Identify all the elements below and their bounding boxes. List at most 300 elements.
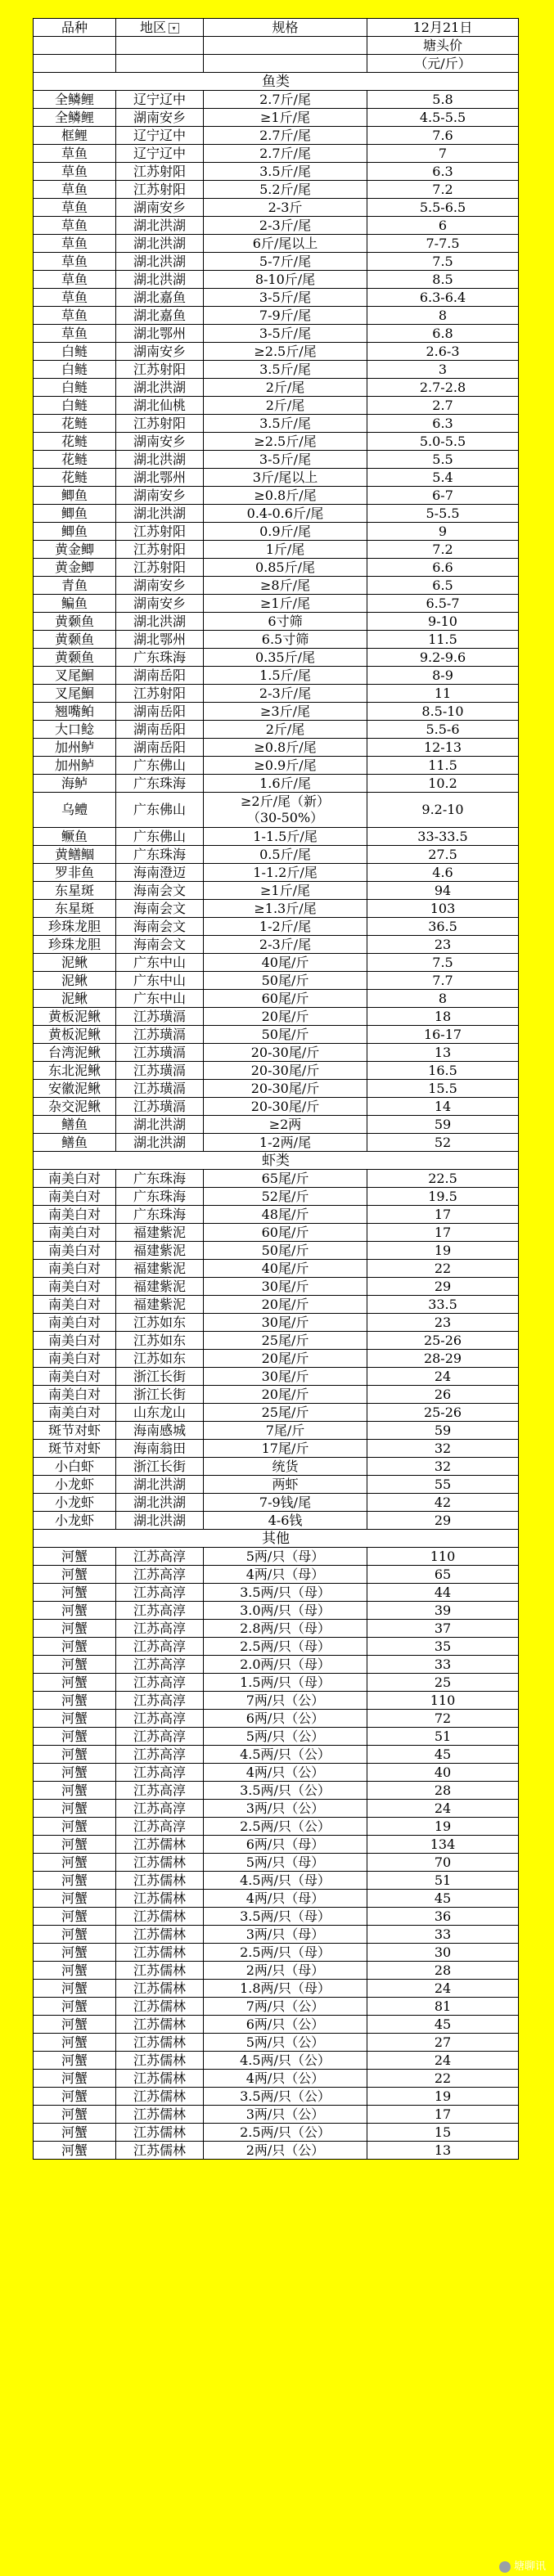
cell-region: 江苏高淳 [116, 1620, 204, 1638]
cell-spec: 2.7斤/尾 [204, 145, 367, 163]
cell-spec: 3.0两/只（母） [204, 1602, 367, 1620]
table-row [34, 217, 519, 235]
table-row [34, 1350, 519, 1368]
cell-region: 湖北鄂州 [116, 469, 204, 487]
cell-price: 26 [367, 1386, 519, 1404]
cell-variety: 黄颡鱼 [34, 649, 116, 667]
table-row [34, 289, 519, 307]
table-row [34, 1944, 519, 1962]
cell-spec: 2.0两/只（母） [204, 1656, 367, 1674]
cell-region: 广东中山 [116, 990, 204, 1008]
cell-price: 5.0-5.5 [367, 433, 519, 451]
cell-region: 湖北洪湖 [116, 253, 204, 271]
cell-region: 江苏儒林 [116, 2124, 204, 2142]
cell-price: 6.5-7 [367, 595, 519, 613]
cell-region: 湖北洪湖 [116, 1116, 204, 1134]
cell-spec: ≥1斤/尾 [204, 109, 367, 127]
cell-price: 8 [367, 990, 519, 1008]
cell-region: 浙江长街 [116, 1458, 204, 1476]
cell-variety: 草鱼 [34, 271, 116, 289]
cell-region: 海南会文 [116, 882, 204, 900]
cell-region: 江苏儒林 [116, 2142, 204, 2160]
cell-price: 28-29 [367, 1350, 519, 1368]
cell-region: 江苏璜滆 [116, 1098, 204, 1116]
cell-variety: 河蟹 [34, 1890, 116, 1908]
header-row [34, 19, 519, 37]
cell-price: 51 [367, 1872, 519, 1890]
cell-price: 18 [367, 1008, 519, 1026]
cell-spec: 2.5两/只（母） [204, 1638, 367, 1656]
cell-spec: 1.8两/只（母） [204, 1980, 367, 1998]
cell-region: 湖南安乡 [116, 109, 204, 127]
cell-spec: 5两/只（母） [204, 1548, 367, 1566]
cell-spec: 50尾/斤 [204, 1242, 367, 1260]
table-row [34, 91, 519, 109]
cell-region: 江苏儒林 [116, 1890, 204, 1908]
table-row [34, 1782, 519, 1800]
cell-price: 59 [367, 1422, 519, 1440]
cell-price: 11.5 [367, 757, 519, 775]
cell-price: 11 [367, 685, 519, 703]
cell-price: 12-13 [367, 739, 519, 757]
cell-region: 湖南岳阳 [116, 703, 204, 721]
cell-region: 江苏高淳 [116, 1656, 204, 1674]
cell-price: 40 [367, 1764, 519, 1782]
cell-variety: 草鱼 [34, 145, 116, 163]
cell-spec: 48尾/斤 [204, 1206, 367, 1224]
table-row [34, 1008, 519, 1026]
table-row [34, 1602, 519, 1620]
cell-variety: 鳝鱼 [34, 1134, 116, 1152]
cell-variety: 花鲢 [34, 433, 116, 451]
table-row [34, 1170, 519, 1188]
cell-region: 广东佛山 [116, 828, 204, 846]
cell-region: 湖南安乡 [116, 199, 204, 217]
cell-price: 28 [367, 1962, 519, 1980]
cell-price: 44 [367, 1584, 519, 1602]
cell-region: 江苏如东 [116, 1332, 204, 1350]
table-row [34, 2142, 519, 2160]
cell-price: 9.2-10 [367, 793, 519, 828]
cell-price: 24 [367, 2052, 519, 2070]
cell-price: 13 [367, 1044, 519, 1062]
cell-spec: 1斤/尾 [204, 541, 367, 559]
cell-variety: 东星斑 [34, 882, 116, 900]
cell-variety: 南美白对 [34, 1224, 116, 1242]
cell-region: 福建紫泥 [116, 1296, 204, 1314]
cell-spec: 3.5斤/尾 [204, 163, 367, 181]
cell-region: 江苏高淳 [116, 1800, 204, 1818]
table-row [34, 2070, 519, 2088]
cell-region: 江苏射阳 [116, 559, 204, 577]
cell-spec: 3.5两/只（公） [204, 2088, 367, 2106]
cell-variety: 南美白对 [34, 1260, 116, 1278]
table-row [34, 1188, 519, 1206]
table-row [34, 1584, 519, 1602]
cell-price: 28 [367, 1782, 519, 1800]
cell-variety: 珍珠龙胆 [34, 918, 116, 936]
cell-price: 32 [367, 1458, 519, 1476]
cell-region: 江苏璜滆 [116, 1062, 204, 1080]
cell-spec: 2.5两/只（公） [204, 1818, 367, 1836]
cell-region: 江苏射阳 [116, 163, 204, 181]
cell-price: 2.7 [367, 397, 519, 415]
cell-spec: ≥0.9斤/尾 [204, 757, 367, 775]
cell-variety: 河蟹 [34, 1674, 116, 1692]
cell-variety: 珍珠龙胆 [34, 936, 116, 954]
cell-variety: 河蟹 [34, 1998, 116, 2016]
cell-spec: 2两/只（公） [204, 2142, 367, 2160]
cell-variety: 河蟹 [34, 2088, 116, 2106]
table-row [34, 1746, 519, 1764]
cell-variety: 河蟹 [34, 1746, 116, 1764]
cell-price: 6.6 [367, 559, 519, 577]
cell-variety: 河蟹 [34, 1836, 116, 1854]
section-title: 其他 [34, 1530, 519, 1548]
cell-price: 15 [367, 2124, 519, 2142]
cell-price: 29 [367, 1512, 519, 1530]
cell-region: 湖北鄂州 [116, 325, 204, 343]
table-row [34, 793, 519, 828]
cell-region: 江苏如东 [116, 1350, 204, 1368]
cell-variety: 杂交泥鳅 [34, 1098, 116, 1116]
cell-spec: 2.7斤/尾 [204, 91, 367, 109]
cell-region: 海南会文 [116, 918, 204, 936]
cell-price: 36.5 [367, 918, 519, 936]
cell-region: 江苏儒林 [116, 1962, 204, 1980]
cell-variety: 鳝鱼 [34, 1116, 116, 1134]
cell-spec: 20-30尾/斤 [204, 1080, 367, 1098]
cell-spec: 两虾 [204, 1476, 367, 1494]
cell-region: 江苏儒林 [116, 2070, 204, 2088]
cell-price: 4.5-5.5 [367, 109, 519, 127]
cell-price: 8.5 [367, 271, 519, 289]
cell-variety: 草鱼 [34, 325, 116, 343]
cell-spec: 2-3斤/尾 [204, 936, 367, 954]
table-row [34, 253, 519, 271]
cell-region: 江苏儒林 [116, 1854, 204, 1872]
table-row [34, 1116, 519, 1134]
table-row [34, 882, 519, 900]
cell-variety: 黄金鲫 [34, 541, 116, 559]
cell-variety: 花鲢 [34, 415, 116, 433]
cell-price: 14 [367, 1098, 519, 1116]
cell-price: 94 [367, 882, 519, 900]
cell-spec: 1.5两/只（母） [204, 1674, 367, 1692]
cell-price: 2.6-3 [367, 343, 519, 361]
cell-region: 江苏高淳 [116, 1746, 204, 1764]
cell-spec: 4.5两/只（母） [204, 1872, 367, 1890]
table-row [34, 235, 519, 253]
cell-spec: 40尾/斤 [204, 1260, 367, 1278]
cell-region: 海南澄迈 [116, 864, 204, 882]
cell-variety: 南美白对 [34, 1404, 116, 1422]
cell-variety: 河蟹 [34, 1962, 116, 1980]
cell-region: 浙江长街 [116, 1368, 204, 1386]
cell-price: 19 [367, 1242, 519, 1260]
cell-price: 29 [367, 1278, 519, 1296]
table-row [34, 685, 519, 703]
cell-variety: 河蟹 [34, 1584, 116, 1602]
cell-price: 22.5 [367, 1170, 519, 1188]
cell-spec: 20-30尾/斤 [204, 1062, 367, 1080]
cell-spec: 1-1.2斤/尾 [204, 864, 367, 882]
table-row [34, 469, 519, 487]
cell-price: 25-26 [367, 1404, 519, 1422]
section-header-row [34, 1152, 519, 1170]
cell-variety: 河蟹 [34, 1656, 116, 1674]
table-row [34, 1278, 519, 1296]
header-date: 12月21日 [367, 19, 519, 37]
cell-price: 24 [367, 1800, 519, 1818]
cell-region: 湖北洪湖 [116, 505, 204, 523]
table-row [34, 2106, 519, 2124]
table-row [34, 1998, 519, 2016]
cell-variety: 河蟹 [34, 1728, 116, 1746]
table-row [34, 1620, 519, 1638]
cell-price: 27.5 [367, 846, 519, 864]
cell-variety: 框鲤 [34, 127, 116, 145]
cell-region: 江苏高淳 [116, 1584, 204, 1602]
cell-region: 江苏高淳 [116, 1710, 204, 1728]
cell-region: 湖南安乡 [116, 343, 204, 361]
cell-price: 5.5-6.5 [367, 199, 519, 217]
cell-price: 33 [367, 1656, 519, 1674]
cell-spec: 统货 [204, 1458, 367, 1476]
cell-region: 江苏射阳 [116, 181, 204, 199]
cell-variety: 河蟹 [34, 1980, 116, 1998]
table-row [34, 163, 519, 181]
cell-region: 江苏儒林 [116, 1926, 204, 1944]
cell-variety: 草鱼 [34, 163, 116, 181]
wechat-icon [499, 2561, 511, 2573]
cell-variety: 河蟹 [34, 1818, 116, 1836]
cell-variety: 乌鳢 [34, 793, 116, 828]
cell-price: 6 [367, 217, 519, 235]
cell-spec: 0.4-0.6斤/尾 [204, 505, 367, 523]
cell-price: 37 [367, 1620, 519, 1638]
table-row [34, 1728, 519, 1746]
table-row [34, 1458, 519, 1476]
table-row [34, 2088, 519, 2106]
cell-price: 9 [367, 523, 519, 541]
cell-variety: 花鲢 [34, 469, 116, 487]
cell-price: 32 [367, 1440, 519, 1458]
table-row [34, 595, 519, 613]
cell-price: 8.5-10 [367, 703, 519, 721]
cell-variety: 南美白对 [34, 1386, 116, 1404]
cell-variety: 叉尾鮰 [34, 685, 116, 703]
cell-price: 4.6 [367, 864, 519, 882]
price-table [33, 18, 519, 2160]
cell-variety: 南美白对 [34, 1206, 116, 1224]
table-row [34, 775, 519, 793]
cell-spec: ≥1.3斤/尾 [204, 900, 367, 918]
cell-region: 辽宁辽中 [116, 145, 204, 163]
cell-region: 江苏儒林 [116, 1836, 204, 1854]
cell-price: 19 [367, 2088, 519, 2106]
cell-region: 湖北洪湖 [116, 613, 204, 631]
cell-spec: 5.2斤/尾 [204, 181, 367, 199]
cell-region: 江苏儒林 [116, 2088, 204, 2106]
table-row [34, 1854, 519, 1872]
cell-spec: 3.5斤/尾 [204, 415, 367, 433]
cell-spec: 4.5两/只（公） [204, 1746, 367, 1764]
cell-region: 江苏高淳 [116, 1764, 204, 1782]
table-row [34, 1872, 519, 1890]
cell-price: 13 [367, 2142, 519, 2160]
cell-price: 8-9 [367, 667, 519, 685]
cell-region: 广东珠海 [116, 649, 204, 667]
cell-spec: 3.5两/只（公） [204, 1782, 367, 1800]
cell-variety: 黄金鲫 [34, 559, 116, 577]
cell-region: 广东珠海 [116, 775, 204, 793]
cell-price: 6.3 [367, 415, 519, 433]
cell-price: 72 [367, 1710, 519, 1728]
cell-variety: 花鲢 [34, 451, 116, 469]
cell-spec: 0.9斤/尾 [204, 523, 367, 541]
cell-variety: 鳜鱼 [34, 828, 116, 846]
cell-price: 27 [367, 2034, 519, 2052]
cell-region: 福建紫泥 [116, 1242, 204, 1260]
cell-variety: 黄鳝鲴 [34, 846, 116, 864]
cell-region: 广东中山 [116, 972, 204, 990]
cell-spec: 3.5两/只（母） [204, 1584, 367, 1602]
cell-price: 9.2-9.6 [367, 649, 519, 667]
table-row [34, 900, 519, 918]
filter-dropdown-icon[interactable]: ▾ [169, 23, 179, 34]
cell-region: 湖北洪湖 [116, 451, 204, 469]
table-row [34, 325, 519, 343]
table-row [34, 145, 519, 163]
cell-variety: 河蟹 [34, 1872, 116, 1890]
cell-price: 17 [367, 1206, 519, 1224]
cell-price: 17 [367, 2106, 519, 2124]
cell-variety: 河蟹 [34, 1548, 116, 1566]
header-region[interactable]: 地区 ▾ [116, 19, 204, 37]
cell-region: 湖北洪湖 [116, 1512, 204, 1530]
cell-variety: 河蟹 [34, 1944, 116, 1962]
cell-price: 17 [367, 1224, 519, 1242]
cell-price: 11.5 [367, 631, 519, 649]
table-row [34, 649, 519, 667]
cell-variety: 草鱼 [34, 199, 116, 217]
cell-spec: 3.5斤/尾 [204, 361, 367, 379]
cell-price: 55 [367, 1476, 519, 1494]
cell-variety: 河蟹 [34, 2034, 116, 2052]
table-row [34, 577, 519, 595]
table-row [34, 379, 519, 397]
cell-price: 10.2 [367, 775, 519, 793]
cell-price: 6.3 [367, 163, 519, 181]
cell-price: 7.5 [367, 253, 519, 271]
cell-region: 山东龙山 [116, 1404, 204, 1422]
cell-variety: 黄板泥鳅 [34, 1008, 116, 1026]
cell-spec: ≥2.5斤/尾 [204, 433, 367, 451]
cell-price: 5.5 [367, 451, 519, 469]
cell-spec: 6两/只（母） [204, 1836, 367, 1854]
cell-variety: 鲫鱼 [34, 523, 116, 541]
cell-price: 19.5 [367, 1188, 519, 1206]
cell-spec: 20尾/斤 [204, 1350, 367, 1368]
cell-price: 7-7.5 [367, 235, 519, 253]
cell-spec: 7两/只（公） [204, 1692, 367, 1710]
cell-variety: 黄板泥鳅 [34, 1026, 116, 1044]
cell-price: 23 [367, 1314, 519, 1332]
cell-variety: 南美白对 [34, 1314, 116, 1332]
cell-variety: 鳊鱼 [34, 595, 116, 613]
cell-variety: 草鱼 [34, 253, 116, 271]
section-header-row [34, 1530, 519, 1548]
cell-region: 江苏射阳 [116, 685, 204, 703]
cell-variety: 泥鳅 [34, 990, 116, 1008]
cell-variety: 河蟹 [34, 1566, 116, 1584]
cell-region: 福建紫泥 [116, 1224, 204, 1242]
cell-spec: 2-3斤/尾 [204, 685, 367, 703]
cell-region: 广东佛山 [116, 757, 204, 775]
cell-region: 江苏高淳 [116, 1602, 204, 1620]
cell-price: 35 [367, 1638, 519, 1656]
cell-variety: 黄颡鱼 [34, 613, 116, 631]
cell-spec: 0.35斤/尾 [204, 649, 367, 667]
table-row [34, 127, 519, 145]
cell-region: 湖北洪湖 [116, 379, 204, 397]
cell-price: 45 [367, 2016, 519, 2034]
cell-price: 16.5 [367, 1062, 519, 1080]
cell-region: 湖北嘉鱼 [116, 289, 204, 307]
cell-variety: 白鲢 [34, 397, 116, 415]
cell-price: 22 [367, 2070, 519, 2088]
cell-variety: 罗非鱼 [34, 864, 116, 882]
table-row [34, 1242, 519, 1260]
cell-price: 45 [367, 1890, 519, 1908]
cell-price: 22 [367, 1260, 519, 1278]
header-variety: 品种 [34, 19, 116, 37]
cell-spec: 2.5两/只（母） [204, 1944, 367, 1962]
header-spec: 规格 [204, 19, 367, 37]
cell-spec: 6寸筛 [204, 613, 367, 631]
cell-region: 湖北洪湖 [116, 1494, 204, 1512]
cell-region: 湖北鄂州 [116, 631, 204, 649]
cell-variety: 南美白对 [34, 1350, 116, 1368]
table-row [34, 199, 519, 217]
header-row-3 [34, 55, 519, 73]
cell-price: 39 [367, 1602, 519, 1620]
cell-price: 52 [367, 1134, 519, 1152]
table-row [34, 1044, 519, 1062]
cell-spec: 2.7斤/尾 [204, 127, 367, 145]
cell-price: 70 [367, 1854, 519, 1872]
cell-region: 湖南岳阳 [116, 667, 204, 685]
cell-price: 25-26 [367, 1332, 519, 1350]
cell-region: 江苏璜滆 [116, 1044, 204, 1062]
table-row [34, 1638, 519, 1656]
table-row [34, 1386, 519, 1404]
cell-region: 江苏儒林 [116, 1980, 204, 1998]
cell-region: 江苏璜滆 [116, 1008, 204, 1026]
cell-variety: 泥鳅 [34, 954, 116, 972]
table-row [34, 1926, 519, 1944]
cell-region: 福建紫泥 [116, 1260, 204, 1278]
cell-spec: 1.5斤/尾 [204, 667, 367, 685]
cell-variety: 河蟹 [34, 1926, 116, 1944]
cell-spec: 2.8两/只（母） [204, 1620, 367, 1638]
cell-variety: 白鲢 [34, 379, 116, 397]
table-row [34, 1674, 519, 1692]
header-price-unit: （元/斤） [367, 55, 519, 73]
cell-spec: ≥1斤/尾 [204, 882, 367, 900]
cell-variety: 小龙虾 [34, 1476, 116, 1494]
